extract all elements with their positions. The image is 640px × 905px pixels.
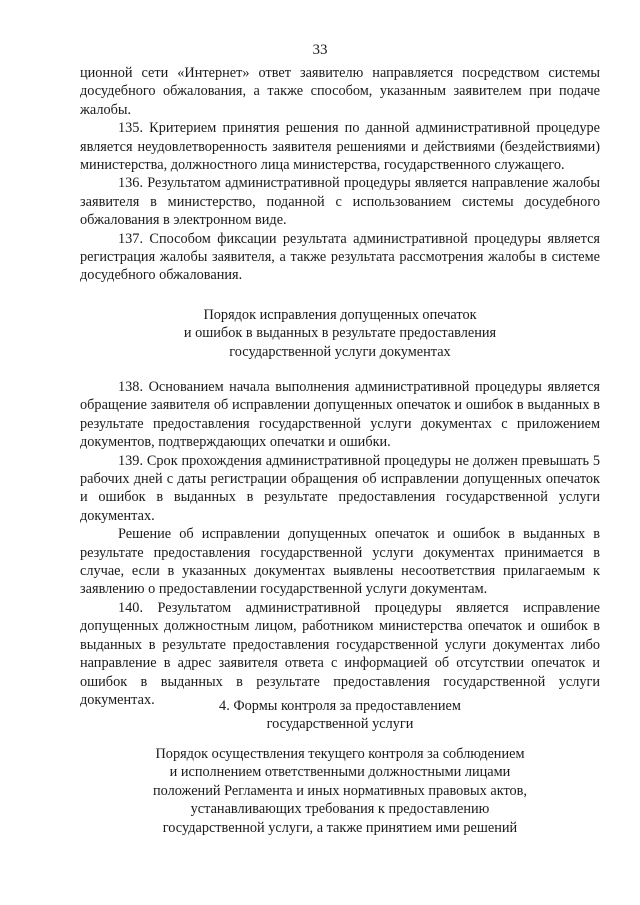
heading-line: положений Регламента и иных нормативных правовых актов, [152,782,527,799]
heading-current-control [120,745,560,837]
heading-line: государственной услуги документах [229,343,451,360]
heading-line: и ошибок в выданных в результате предоставления [183,325,497,342]
paragraph-continuation: ционной сети «Интернет» ответ заявителю направляется посредством системы досудебного обжалования, а также способом, указанным заявителем при подаче жалобы. [80,65,600,118]
heading-line: государственной услуги [266,716,414,733]
paragraph-138: 138. Основанием начала выполнения административной процедуры является обращение заявителя об исправлении допущенных опечаток и ошибок в выданных в результате предоставления государственной услуги документах с приложением документов, подтверждающих опечатки и ошибки. [80,379,600,451]
paragraphs-section-2 [80,378,600,709]
paragraph-140: 140. Результатом административной процедуры является исправление допущенных должностным лицом, работником министерства опечаток и ошибок в выданных в результате предоставления государственной услуги документах либо направление в адрес заявителя ответа с информацией об отсутствии опечаток и ошибок в выданных в результате предоставления государственной услуги документах. [80,599,600,708]
heading-line: 4. Формы контроля за предоставлением [219,698,461,714]
paragraphs-section-1 [80,64,600,285]
heading-line: Порядок исправления допущенных опечаток [203,307,477,323]
heading-line: и исполнением ответственными должностными лицами [169,764,511,781]
heading-control-forms [140,697,540,734]
heading-line: государственной услуги, а также принятием ими решений [162,819,518,836]
page-number: 33 [312,42,328,58]
paragraph-decision: Решение об исправлении допущенных опечаток и ошибок в выданных в результате предоставления государственной услуги документах принимается в случае, если в указанных документах выявлены несоответствия прилагаемым к заявлению о предоставлении государственной услуги документам. [80,526,600,598]
paragraph-139: 139. Срок прохождения административной процедуры не должен превышать 5 рабочих дней с даты регистрации обращения об исправлении допущенных опечаток и ошибок в выданных в результате предоставления государственной услуги документах. [80,452,600,524]
paragraph-137: 137. Способом фиксации результата административной процедуры является регистрация жалобы заявителя, а также результата рассмотрения жалобы в системе досудебного обжалования. [80,230,600,284]
heading-corrections [140,306,540,361]
heading-line: устанавливающих требования к предоставлению [190,801,490,818]
paragraph-136: 136. Результатом административной процедуры является направление жалобы заявителя в министерство, поданной с использованием системы досудебного обжалования в электронном виде. [80,175,600,229]
paragraph-135: 135. Критерием принятия решения по данной административной процедуре является неудовлетворенность заявителя решениями и действиями (бездействиями) министерства, должностного лица министерства, государственного служащего. [80,120,600,174]
heading-line: Порядок осуществления текущего контроля за соблюдением [155,746,525,762]
